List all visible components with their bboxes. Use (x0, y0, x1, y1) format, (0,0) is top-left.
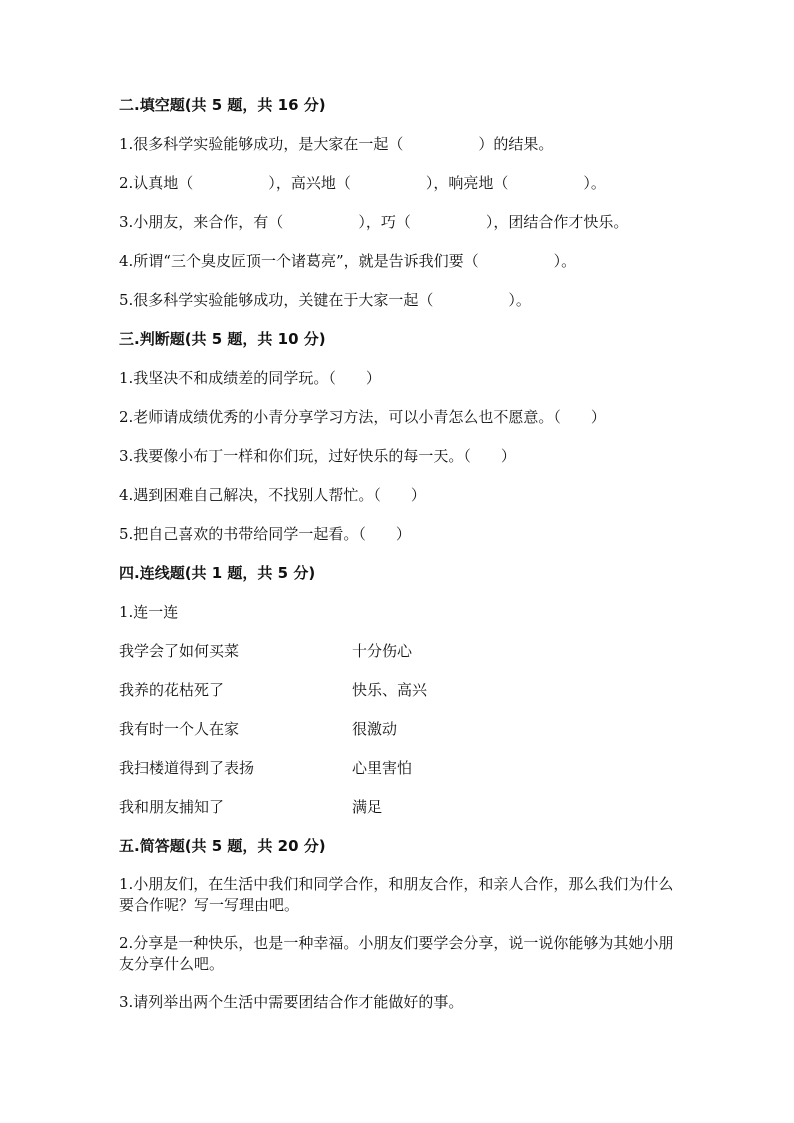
match-right-item: 十分伤心 (352, 642, 413, 660)
question-judge-2: 2.老师请成绩优秀的小青分享学习方法，可以小青怎么也不愿意。（ ） (119, 408, 606, 426)
question-short-3: 3.请列举出两个生活中需要团结合作才能做好的事。 (119, 993, 464, 1011)
section-title-fill-blank: 二.填空题(共 5 题，共 16 分) (119, 96, 326, 114)
match-row-3 (119, 718, 679, 740)
question-judge-5: 5.把自己喜欢的书带给同学一起看。（ ） (119, 525, 411, 543)
match-right-item: 满足 (352, 798, 383, 816)
section-title-judgment: 三.判断题(共 5 题，共 10 分) (119, 330, 326, 348)
match-row-4 (119, 757, 679, 779)
match-left-item: 我有时一个人在家 (119, 720, 240, 738)
question-short-2: 2.分享是一种快乐，也是一种幸福。小朋友们要学会分享，说一说你能够为其她小朋友分享什么吧。 (119, 934, 674, 973)
match-row-1 (119, 640, 679, 662)
question-short-1: 1.小朋友们，在生活中我们和同学合作，和朋友合作，和亲人合作，那么我们为什么要合作呢？写一写理由吧。 (119, 875, 674, 914)
section-title-matching: 四.连线题(共 1 题，共 5 分) (119, 564, 316, 582)
exam-content (119, 94, 679, 1030)
question-fill-1: 1.很多科学实验能够成功，是大家在一起（ ）的结果。 (119, 135, 554, 153)
match-left-item: 我养的花枯死了 (119, 681, 225, 699)
question-fill-4: 4.所谓“三个臭皮匠顶一个诸葛亮”，就是告诉我们要（ ）。 (119, 252, 577, 270)
question-judge-1: 1.我坚决不和成绩差的同学玩。（ ） (119, 369, 381, 387)
match-left-item: 我扫楼道得到了表扬 (119, 759, 255, 777)
question-judge-3: 3.我要像小布丁一样和你们玩，过好快乐的每一天。（ ） (119, 447, 516, 465)
question-fill-2: 2.认真地（ ），高兴地（ ），响亮地（ ）。 (119, 174, 606, 192)
question-fill-5: 5.很多科学实验能够成功，关键在于大家一起（ ）。 (119, 291, 531, 309)
match-right-item: 心里害怕 (352, 759, 413, 777)
question-fill-3: 3.小朋友，来合作，有（ ），巧（ ），团结合作才快乐。 (119, 213, 629, 231)
match-left-item: 我学会了如何买菜 (119, 642, 240, 660)
match-row-2 (119, 679, 679, 701)
question-match-prompt: 1.连一连 (119, 603, 179, 621)
match-right-item: 快乐、高兴 (352, 681, 428, 699)
question-judge-4: 4.遇到困难自己解决，不找别人帮忙。（ ） (119, 486, 426, 504)
match-row-5 (119, 796, 679, 818)
section-title-short-answer: 五.简答题(共 5 题，共 20 分) (119, 837, 326, 855)
match-left-item: 我和朋友捕知了 (119, 798, 225, 816)
match-right-item: 很激动 (352, 720, 398, 738)
